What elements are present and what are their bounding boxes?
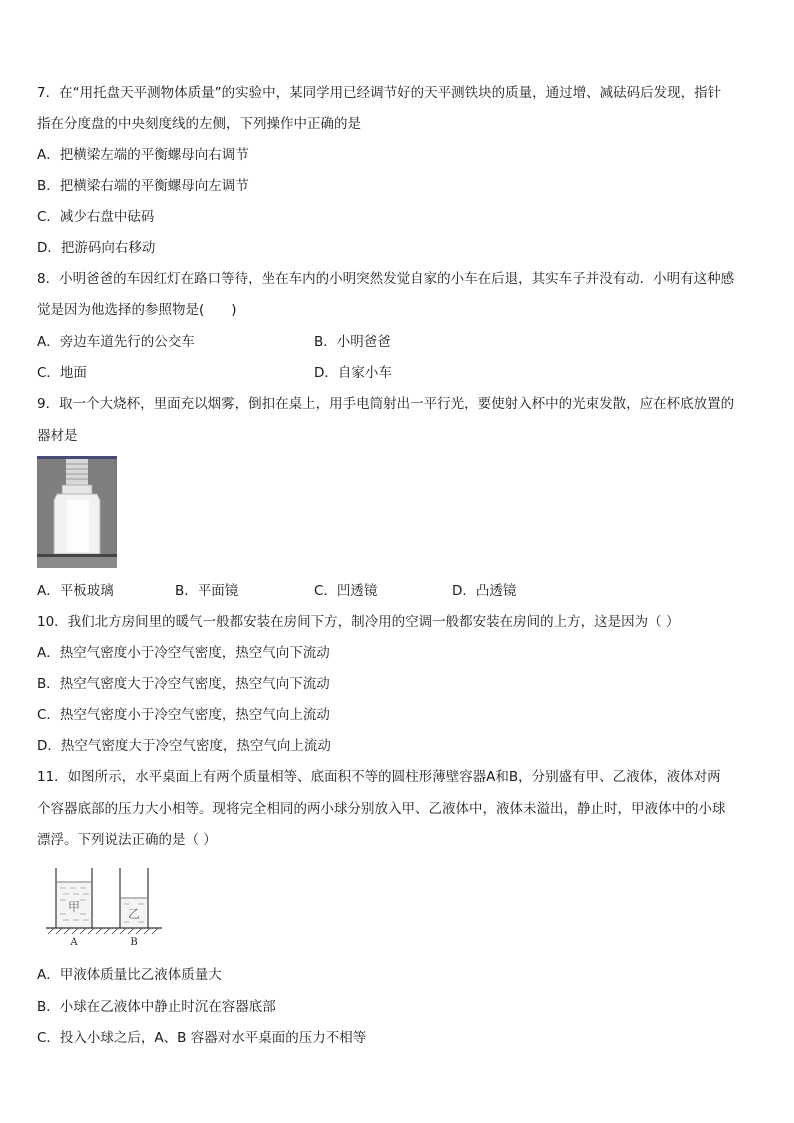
q8-option-d: D．自家小车 bbox=[314, 365, 392, 381]
liquid-a-label: 甲 bbox=[67, 900, 81, 914]
q11-option-c: C．投入小球之后，A、B 容器对水平桌面的压力不相等 bbox=[37, 1030, 367, 1046]
q10-stem: 10．我们北方房间里的暖气一般都安装在房间下方，制冷用的空调一般都安装在房间的上方，这是因为（ ） bbox=[37, 614, 680, 630]
q9-option-b: B．平面镜 bbox=[175, 583, 239, 599]
q7-option-c: C．减少右盘中砝码 bbox=[37, 209, 155, 225]
q7-option-a: A．把横梁左端的平衡螺母向右调节 bbox=[37, 147, 249, 163]
q7-stem-line2: 指在分度盘的中央刻度线的左侧，下列操作中正确的是 bbox=[37, 116, 361, 132]
q8-option-a: A．旁边车道先行的公交车 bbox=[37, 334, 195, 350]
q8-stem-line1: 8．小明爸爸的车因红灯在路口等待，坐在车内的小明突然发觉自家的小车在后退，其实车子并没有动．小明有这种感 bbox=[37, 271, 735, 287]
q7-stem-line1: 7．在“用托盘天平测物体质量”的实验中，某同学用已经调节好的天平测铁块的质量，通过增、减砝码后发现，指针 bbox=[37, 85, 722, 101]
q10-option-d: D．热空气密度大于冷空气密度，热空气向上流动 bbox=[37, 738, 331, 754]
q8-option-c: C．地面 bbox=[37, 365, 87, 381]
q10-option-a: A．热空气密度小于冷空气密度，热空气向下流动 bbox=[37, 645, 330, 661]
q11-option-a: A．甲液体质量比乙液体质量大 bbox=[37, 967, 222, 983]
q9-stem-line1: 9．取一个大烧杯，里面充以烟雾，倒扣在桌上，用手电筒射出一平行光，要使射入杯中的光束发散，应在杯底放置的 bbox=[37, 396, 735, 412]
q9-option-d: D．凸透镜 bbox=[452, 583, 517, 599]
q9-stem-line2: 器材是 bbox=[37, 428, 78, 444]
container-b-label: B bbox=[130, 937, 138, 948]
q7-option-b: B．把横梁右端的平衡螺母向左调节 bbox=[37, 178, 249, 194]
q10-option-c: C．热空气密度小于冷空气密度，热空气向上流动 bbox=[37, 707, 330, 723]
q11-stem-line1: 11．如图所示，水平桌面上有两个质量相等、底面积不等的圆柱形薄壁容器A和B，分别盛有甲、乙液体，液体对两 bbox=[37, 769, 721, 785]
table-hatching bbox=[48, 928, 158, 934]
containers-figure bbox=[44, 862, 164, 950]
q11-stem-line3: 漂浮。下列说法正确的是（ ） bbox=[37, 832, 217, 848]
q10-option-b: B．热空气密度大于冷空气密度，热空气向下流动 bbox=[37, 676, 330, 692]
inverted-beaker-figure bbox=[37, 456, 117, 568]
q8-stem-line2: 觉是因为他选择的参照物是( ) bbox=[37, 302, 237, 318]
q9-option-c: C．凹透镜 bbox=[314, 583, 378, 599]
container-a bbox=[56, 868, 92, 928]
liquid-b-label: 乙 bbox=[127, 907, 141, 921]
q11-stem-line2: 个容器底部的压力大小相等。现将完全相同的两小球分别放入甲、乙液体中，液体未溢出，静止时，甲液体中的小球 bbox=[37, 801, 726, 817]
q11-option-b: B．小球在乙液体中静止时沉在容器底部 bbox=[37, 999, 276, 1015]
q8-option-b: B．小明爸爸 bbox=[314, 334, 391, 350]
q7-option-d: D．把游码向右移动 bbox=[37, 240, 156, 256]
container-a-label: A bbox=[70, 937, 78, 948]
container-b bbox=[120, 868, 148, 928]
q9-option-a: A．平板玻璃 bbox=[37, 583, 114, 599]
